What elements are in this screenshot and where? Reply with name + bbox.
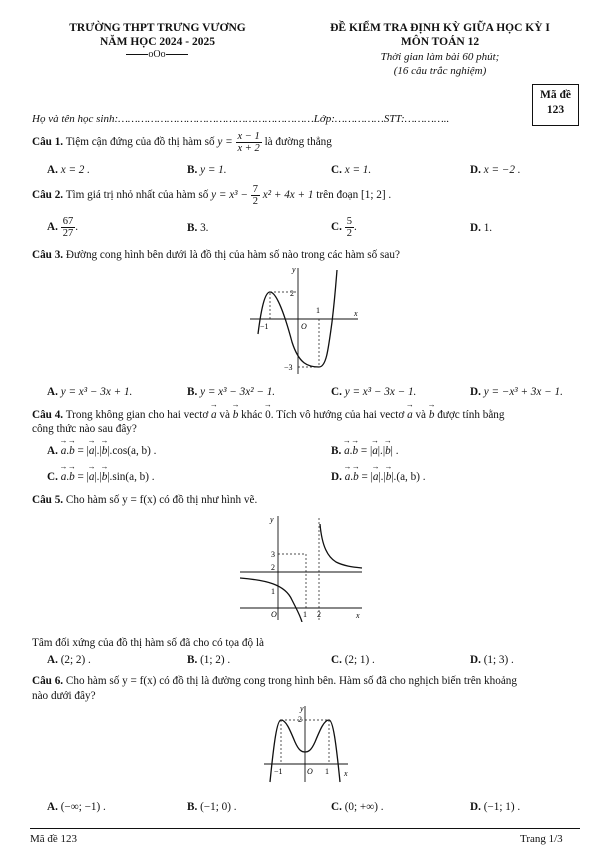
option-fraction: [61, 216, 76, 239]
q4-t5: và: [415, 409, 427, 421]
option-tail: (a, b) .: [396, 471, 426, 483]
option-text: (−1; 1) .: [483, 801, 521, 813]
option-label: D.: [470, 386, 481, 398]
tail: .: [75, 221, 78, 234]
exam-code-box: [532, 84, 579, 126]
den: 27: [62, 228, 74, 239]
q3-option-c[interactable]: [331, 386, 416, 398]
option-text: (−1; 0) .: [200, 801, 237, 813]
exam-count: (16 câu trắc nghiệm): [393, 65, 487, 77]
exam-title: ĐỀ KIỂM TRA ĐỊNH KỲ GIỮA HỌC KỲ I: [330, 22, 550, 34]
question-4-label: Câu 4.: [32, 409, 64, 421]
q5-option-a[interactable]: [47, 654, 91, 666]
footer-exam-code: Mã đề 123: [30, 833, 78, 845]
footer-divider: [30, 828, 580, 829]
option-label: A.: [47, 221, 58, 234]
option-text: (0; +∞) .: [344, 801, 384, 813]
q4-t6: được tính bằng: [437, 409, 505, 421]
q5-right-branch: [320, 524, 362, 568]
option-text: 3.: [200, 222, 209, 234]
vec-a: → a: [89, 445, 95, 457]
vec-b: → b: [69, 471, 75, 483]
option-text: y = −x³ + 3x − 1.: [483, 386, 563, 398]
footer-page-number: Trang 1/3: [520, 833, 563, 845]
option-tail: cos(a, b) .: [112, 445, 157, 457]
q4-option-d[interactable]: D. → a.→ b = |→ a|.|→ b|.(a, b) .: [331, 471, 426, 483]
q3-option-a[interactable]: [47, 386, 132, 398]
exam-code: 123: [546, 104, 565, 116]
q6-label-minus1: −1: [274, 767, 283, 776]
q3-y-label: y: [292, 265, 296, 274]
q6-option-b[interactable]: [187, 801, 237, 813]
vec-b: → b: [353, 471, 359, 483]
question-2-fraction: [251, 184, 260, 207]
ornament: [117, 49, 197, 61]
option-text: (1; 3) .: [483, 654, 514, 666]
question-3-label: Câu 3.: [32, 249, 64, 261]
option-label: D.: [470, 654, 481, 666]
q5-option-c[interactable]: [331, 654, 375, 666]
vec-a: → a: [345, 471, 351, 483]
q2-f2: x² + 4x + 1: [262, 189, 314, 202]
vector-b-2: → b: [429, 409, 435, 421]
q6-graph: [262, 702, 352, 786]
q3-graph: [246, 262, 366, 377]
option-text: y = x³ − 3x² − 1.: [200, 386, 276, 398]
q2-option-b[interactable]: [187, 222, 208, 234]
question-6-line2: nào dưới đây?: [32, 690, 96, 702]
option-label: B.: [187, 654, 198, 666]
q3-guides: [270, 292, 319, 367]
q3-origin: O: [301, 322, 307, 331]
question-2-label: Câu 2.: [32, 189, 64, 202]
question-1-fn: y =: [217, 136, 233, 149]
question-6-text: Cho hàm số y = f(x) có đồ thị là đường cong trong hình bên. Hàm số đã cho nghịch biến trên khoảng: [65, 675, 517, 687]
option-label: C.: [331, 221, 342, 234]
q6-origin: O: [307, 767, 313, 776]
vec-b: → b: [69, 445, 75, 457]
vec-a: → a: [61, 445, 67, 457]
option-text: x = 1.: [344, 164, 372, 176]
option-label: A.: [47, 386, 58, 398]
question-2-text-post: trên đoạn [1; 2] .: [316, 189, 392, 202]
question-4: [32, 409, 587, 421]
question-1: [32, 131, 332, 154]
vec-b: → b: [102, 445, 108, 457]
option-label: D.: [470, 164, 481, 176]
option-label: B.: [187, 386, 198, 398]
q2-option-a[interactable]: [47, 216, 78, 239]
q3-label-minus1: −1: [260, 322, 269, 331]
vec-b: → b: [352, 445, 358, 457]
vec-a: → a: [89, 471, 95, 483]
option-label: C.: [331, 386, 342, 398]
option-label: C.: [47, 471, 58, 483]
vector-a: → a: [211, 409, 217, 421]
option-text: y = 1.: [200, 164, 227, 176]
question-6-label: Câu 6.: [32, 675, 64, 687]
option-text: (1; 2) .: [200, 654, 231, 666]
option-text: (2; 2) .: [60, 654, 91, 666]
den: 2: [346, 228, 352, 239]
exam-code-label: Mã đề: [540, 89, 571, 101]
vec-b: → b: [386, 471, 392, 483]
num: 5: [346, 216, 352, 227]
student-info-line: Họ và tên học sinh:……………………………………………………Lớp:……………STT:…………..: [32, 113, 450, 125]
q5-option-b[interactable]: [187, 654, 230, 666]
q5-label-x1: 1: [303, 610, 307, 619]
vec-a: → a: [61, 471, 67, 483]
q3-option-b[interactable]: [187, 386, 275, 398]
option-label: B.: [187, 164, 198, 176]
q3-x-label: x: [354, 309, 358, 318]
q4-option-a[interactable]: A. → a.→ b = |→ a|.|→ b|.cos(a, b) .: [47, 445, 156, 457]
ornament-text: oOo: [148, 49, 166, 60]
question-5-label: Câu 5.: [32, 494, 64, 506]
q5-y-label: y: [270, 515, 274, 524]
question-3-text: Đường cong hình bên dưới là đồ thị của hàm số nào trong các hàm số sau?: [65, 249, 400, 261]
option-label: C.: [331, 654, 342, 666]
q3-label-minus3: −3: [284, 363, 293, 372]
option-label: B.: [331, 445, 342, 457]
q4-t4: . Tích vô hướng của hai vectơ: [270, 409, 405, 421]
option-text: (2; 1) .: [344, 654, 375, 666]
vec-a: → a: [344, 445, 350, 457]
q4-t2: và: [219, 409, 230, 421]
q6-option-d[interactable]: [470, 801, 520, 813]
q4-t3: khác: [241, 409, 263, 421]
q6-label-2: 2: [298, 715, 302, 724]
question-5-text: Cho hàm số y = f(x) có đồ thị như hình vẽ.: [65, 494, 258, 506]
q5-graph: [240, 512, 365, 622]
question-1-fraction: [236, 131, 262, 154]
q5-label-3: 3: [271, 550, 275, 559]
option-label: D.: [470, 222, 481, 234]
q4-t1: Trong không gian cho hai vectơ: [65, 409, 209, 421]
q1-option-d[interactable]: [470, 164, 521, 176]
option-label: A.: [47, 801, 58, 813]
school-year: NĂM HỌC 2024 - 2025: [100, 36, 215, 48]
q2-num: 7: [252, 184, 258, 195]
q3-option-d[interactable]: [470, 386, 563, 398]
option-text: x = −2 .: [483, 164, 521, 176]
q5-label-x2: 2: [317, 610, 321, 619]
option-label: A.: [47, 654, 58, 666]
q1-den: x + 2: [237, 143, 260, 154]
exam-time: Thời gian làm bài 60 phút;: [380, 51, 500, 63]
q4-option-c[interactable]: C. → a.→ b = |→ a|.|→ b|.sin(a, b) .: [47, 471, 155, 483]
q5-label-2: 2: [271, 563, 275, 572]
option-fraction: [345, 216, 354, 239]
exam-subject: MÔN TOÁN 12: [400, 36, 480, 48]
option-label: C.: [331, 164, 342, 176]
vector-zero: → 0: [265, 409, 271, 421]
q1-option-a[interactable]: [47, 164, 90, 176]
q2-option-c[interactable]: [331, 216, 357, 239]
question-1-text-post: là đường thẳng: [264, 136, 332, 149]
q5-option-d[interactable]: [470, 654, 514, 666]
option-label: D.: [331, 471, 342, 483]
q4-option-b[interactable]: B. → a.→ b = |→ a|.|→ b| .: [331, 445, 399, 457]
option-label: A.: [47, 164, 58, 176]
option-text: x = 2 .: [60, 164, 90, 176]
vec-a: → a: [373, 471, 379, 483]
q2-option-d[interactable]: [470, 222, 492, 234]
question-2: [32, 184, 391, 207]
option-text: (−∞; −1) .: [60, 801, 106, 813]
q2-den: 2: [252, 196, 258, 207]
q5-x-label: x: [356, 611, 360, 620]
question-1-label: Câu 1.: [32, 136, 64, 149]
q2-f1: y = x³ −: [211, 189, 248, 202]
vector-b: → b: [233, 409, 239, 421]
q6-label-1: 1: [325, 767, 329, 776]
q6-option-c[interactable]: [331, 801, 384, 813]
q3-label-2: 2: [290, 289, 294, 298]
q5-label-1: 1: [271, 587, 275, 596]
q3-label-1: 1: [316, 306, 320, 315]
vec-b: → b: [102, 471, 108, 483]
option-label: C.: [331, 801, 342, 813]
vec-a: → a: [372, 445, 378, 457]
question-6: [32, 675, 517, 687]
option-text: y = x³ − 3x − 1.: [344, 386, 417, 398]
question-2-text: Tìm giá trị nhỏ nhất của hàm số: [65, 189, 209, 202]
q1-num: x − 1: [237, 131, 260, 142]
question-3: [32, 249, 400, 261]
option-text: y = x³ − 3x + 1.: [60, 386, 133, 398]
option-label: B.: [187, 801, 198, 813]
option-label: B.: [187, 222, 198, 234]
q6-option-a[interactable]: [47, 801, 106, 813]
school-name: TRƯỜNG THPT TRƯNG VƯƠNG: [69, 22, 246, 34]
vec-b: → b: [385, 445, 391, 457]
option-text: 1.: [483, 222, 493, 234]
question-5-prompt: Tâm đối xứng của đồ thị hàm số đã cho có tọa độ là: [32, 637, 264, 649]
q1-option-c[interactable]: [331, 164, 371, 176]
q6-x-label: x: [344, 769, 348, 778]
question-4-line2: công thức nào sau đây?: [32, 423, 137, 435]
option-label: A.: [47, 445, 58, 457]
q1-option-b[interactable]: [187, 164, 227, 176]
question-1-text: Tiệm cận đứng của đồ thị hàm số: [65, 136, 215, 149]
q6-y-label: y: [300, 704, 304, 713]
num: 67: [62, 216, 74, 227]
question-5: [32, 494, 257, 506]
option-tail: sin(a, b) .: [112, 471, 155, 483]
tail: .: [353, 221, 357, 234]
q5-origin: O: [271, 610, 277, 619]
option-label: D.: [470, 801, 481, 813]
vector-a-2: → a: [407, 409, 413, 421]
